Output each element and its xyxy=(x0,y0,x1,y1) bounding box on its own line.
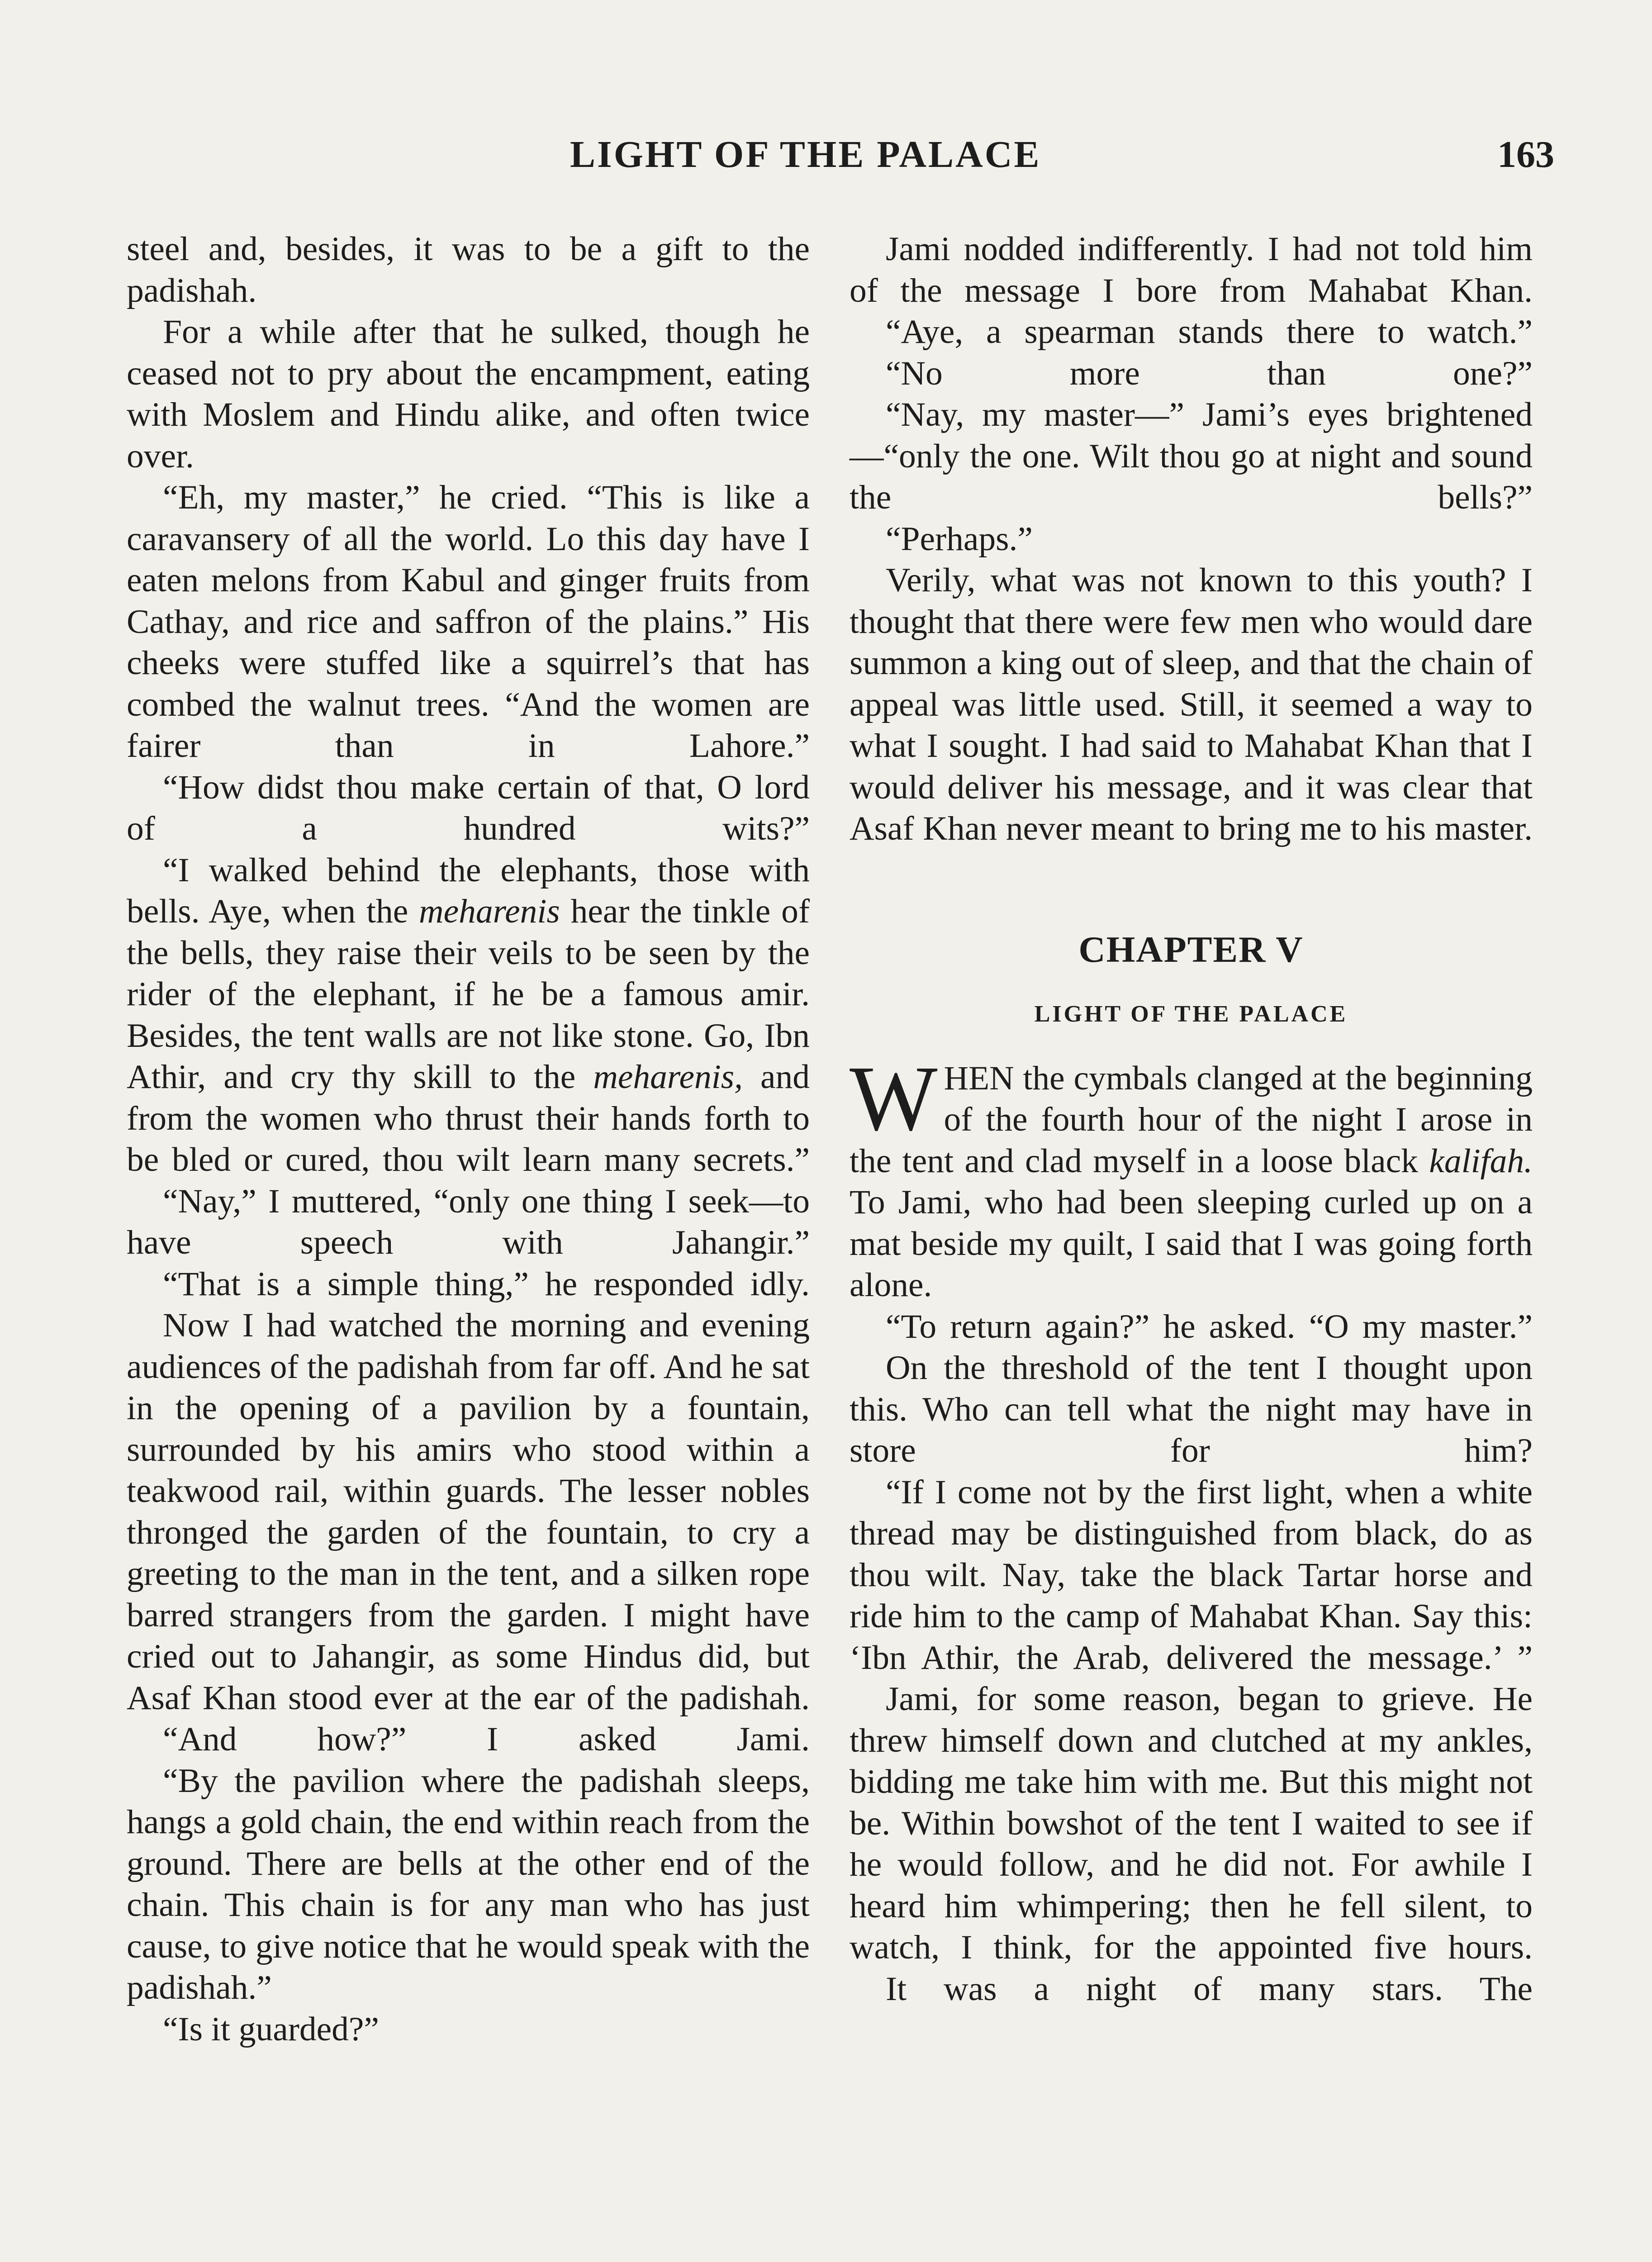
paragraph: “Aye, a spearman stands there to watch.” xyxy=(886,313,1533,351)
paragraph: Now I had watched the morning and evening audiences of the padishah from far off. And he sat in the opening of a pavilion by a fountain, surrounded by his amirs who stood within a teakwood rail, within guards. The lesser nobles thronged the garden of the fountain, to cry a greeting to the man in the tent, and a silken rope barred strangers from the garden. I might have cried out to Jahangir, as some Hindus did, but Asaf Khan stood ever at the ear of the padishah. xyxy=(127,1307,810,1717)
italic-term: meharenis xyxy=(419,893,560,930)
chapter-subtitle: LIGHT OF THE PALACE xyxy=(1034,1001,1348,1027)
left-column xyxy=(127,228,810,2050)
text-run: hear the tinkle of the bells, they raise their veils to be seen by the rider of the elephant, if he be a famous amir. Besides, the tent walls are not like stone. Go, Ibn Athir, and cry thy skill to the xyxy=(127,893,810,1096)
paragraph: Jami nodded indifferently. I had not told him of the message I bore from Mahabat Khan. xyxy=(850,230,1533,309)
paragraph: “Nay, my master—” Jami’s eyes brightened—“only the one. Wilt thou go at night and sound the bells?” xyxy=(850,396,1533,516)
paragraph: “By the pavilion where the padishah sleeps, hangs a gold chain, the end within reach from the ground. There are bells at the other end of the chain. This chain is for any man who has just cause, to give notice that he would speak with the padishah.” xyxy=(127,1762,810,2006)
paragraph: On the threshold of the tent I thought upon this. Who can tell what the night may have in store for him? xyxy=(850,1349,1533,1469)
page-number: 163 xyxy=(1497,133,1554,176)
paragraph: “Perhaps.” xyxy=(886,520,1033,558)
paragraph: “No more than one?” xyxy=(886,354,1533,392)
text-run: To Jami, who had been sleeping curled up on a mat beside my quilt, I said that I was going forth alone. xyxy=(850,1183,1533,1304)
paragraph: For a while after that he sulked, though he ceased not to pry about the encampment, eating with Moslem and Hindu alike, and often twice over. xyxy=(127,313,810,475)
text-run: HEN the cymbals clanged at the beginning of the fourth hour of the night I arose in the tent and clad myself in a loose black xyxy=(850,1059,1533,1180)
paragraph: “How didst thou make certain of that, O lord of a hundred wits?” xyxy=(127,768,810,847)
paragraph: “Is it guarded?” xyxy=(163,2010,379,2048)
paragraph: Jami, for some reason, began to grieve. He threw himself down and clutched at my ankles, bidding me take him with me. But this might not be. Within bowshot of the tent I waited to see if he would follow, and he did not. For awhile I heard him whimpering; then he fell silent, to watch, I think, for the appointed five hours. xyxy=(850,1680,1533,1966)
paragraph: “And how?” I asked Jami. xyxy=(163,1720,810,1758)
drop-cap: W xyxy=(850,1046,938,1150)
paragraph: Verily, what was not known to this youth? I thought that there were few men who would dare summon a king out of sleep, and that the chain of appeal was little used. Still, it seemed a way to what I sought. I had said to Mahabat Khan that I would deliver his message, and it was clear that Asaf Khan never meant to bring me to his master. xyxy=(850,561,1533,847)
paragraph: “If I come not by the first light, when a white thread may be distinguished from black, do as thou wilt. Nay, take the black Tartar horse and ride him to the camp of Mahabat Khan. Say this: ‘Ibn Athir, the Arab, delivered the message.’ ” xyxy=(850,1473,1533,1677)
text-run: and from the women who thrust their hands forth to be bled or cured, thou wilt learn many secrets.” xyxy=(127,1058,810,1179)
paragraph: It was a night of many stars. The xyxy=(886,1970,1533,2008)
paragraph xyxy=(127,850,810,1181)
right-column xyxy=(850,228,1533,2010)
chapter-title: CHAPTER V xyxy=(1078,928,1304,970)
chapter-opening-paragraph xyxy=(850,1046,1533,1306)
italic-term: kalifah. xyxy=(1429,1142,1533,1180)
paragraph: steel and, besides, it was to be a gift to the padishah. xyxy=(127,230,810,309)
text-run: “I walked behind the elephants, those with bells. Aye, when the xyxy=(127,851,810,930)
running-title: LIGHT OF THE PALACE xyxy=(570,133,1041,176)
paragraph: “Nay,” I muttered, “only one thing I seek—to have speech with Jahangir.” xyxy=(127,1182,810,1261)
paragraph: “Eh, my master,” he cried. “This is like a caravansery of all the world. Lo this day have I eaten melons from Kabul and ginger fruits from Cathay, and rice and saffron of the plains.” His cheeks were stuffed like a squirrel’s that has combed the walnut trees. “And the women are fairer than in Lahore.” xyxy=(127,479,810,765)
italic-term: meharenis, xyxy=(593,1058,743,1096)
paragraph: “That is a simple thing,” he responded idly. xyxy=(163,1265,810,1303)
paragraph: “To return again?” he asked. “O my master.” xyxy=(886,1307,1533,1345)
